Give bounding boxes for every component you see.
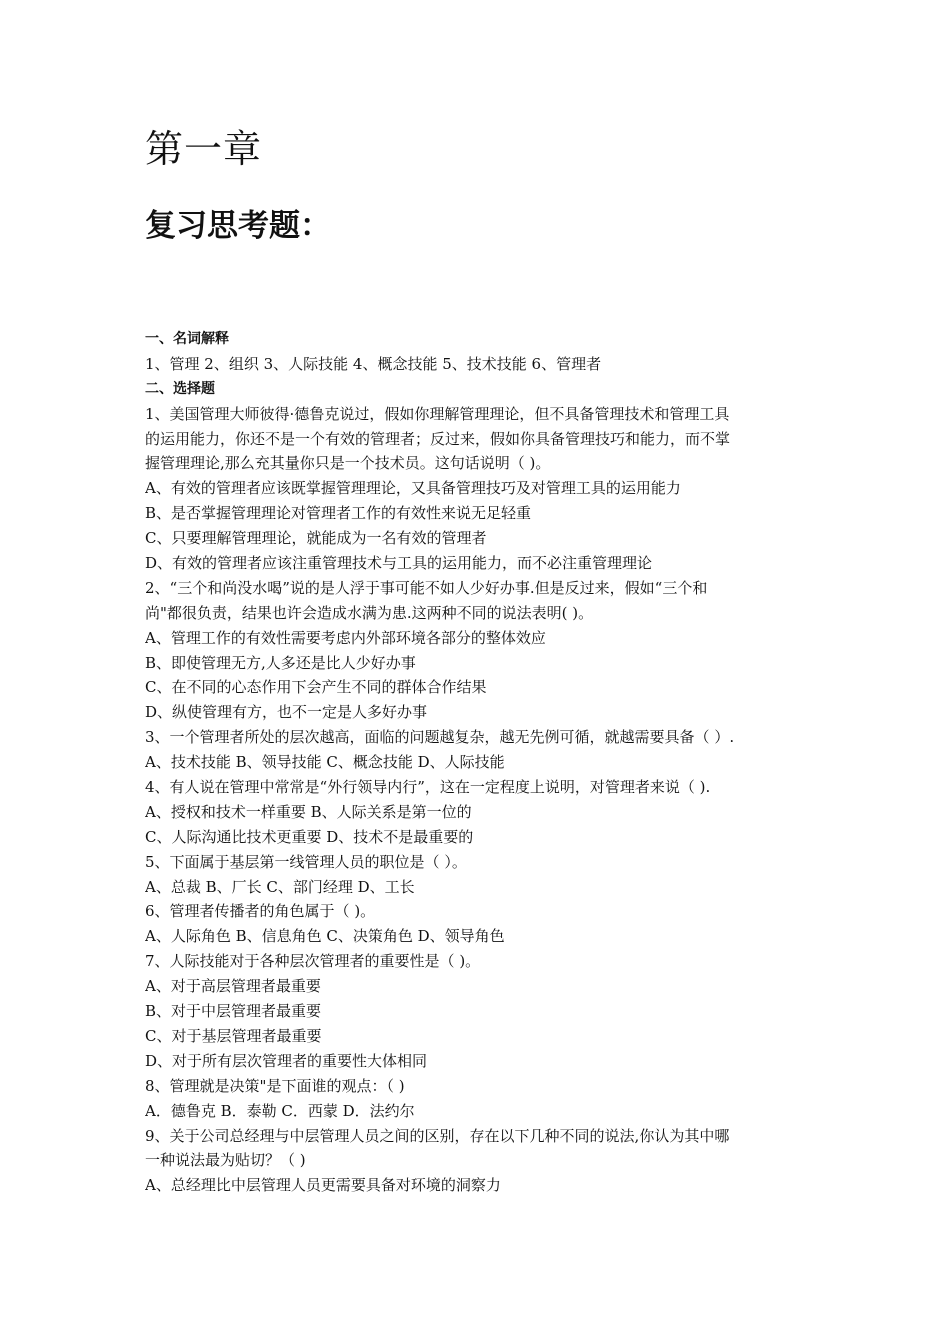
- text-line: D、有效的管理者应该注重管理技术与工具的运用能力，而不必注重管理理论: [145, 554, 653, 573]
- text-line: B、对于中层管理者最重要: [145, 1002, 322, 1021]
- section-heading: 二、选择题: [145, 380, 215, 397]
- text-line: A、总经理比中层管理人员更需要具备对环境的洞察力: [145, 1176, 501, 1195]
- section-heading: 一、名词解释: [145, 331, 229, 347]
- text-line: 尚"都很负责，结果也许会造成水满为患.这两种不同的说法表明( )。: [145, 603, 594, 622]
- text-line: D、纵使管理有方，也不一定是人多好办事: [145, 703, 428, 722]
- section-title: 复习思考题：: [145, 208, 331, 244]
- text-line: A、有效的管理者应该既掌握管理理论，又具备管理技巧及对管理工具的运用能力: [145, 479, 681, 498]
- text-line: 的运用能力，你还不是一个有效的管理者；反过来，假如你具备管理技巧和能力，而不掌: [145, 429, 731, 448]
- text-line: C、只要理解管理理论，就能成为一名有效的管理者: [145, 529, 487, 548]
- text-line: 2、“三个和尚没水喝”说的是人浮于事可能不如人少好办事.但是反过来，假如“三个和: [145, 578, 708, 597]
- text-line: 6、管理者传播者的角色属于（ )。: [145, 902, 376, 921]
- text-line: 8、管理就是决策"是下面谁的观点：（ ): [145, 1076, 405, 1095]
- text-line: A、对于高层管理者最重要: [145, 977, 321, 996]
- text-line: C、人际沟通比技术更重要 D、技术不是最重要的: [145, 827, 474, 846]
- text-line: A．德鲁克 B．泰勒 C．西蒙 D．法约尔: [145, 1101, 415, 1120]
- text-line: 4、有人说在管理中常常是“外行领导内行”，这在一定程度上说明，对管理者来说（ ).: [145, 778, 711, 797]
- text-line: D、对于所有层次管理者的重要性大体相同: [145, 1051, 428, 1070]
- text-line: A、技术技能 B、领导技能 C、概念技能 D、人际技能: [145, 753, 505, 772]
- text-line: C、在不同的心态作用下会产生不同的群体合作结果: [145, 678, 487, 697]
- text-line: 1、管理 2、组织 3、人际技能 4、概念技能 5、技术技能 6、管理者: [145, 354, 602, 373]
- text-line: B、即使管理无方,人多还是比人少好办事: [145, 653, 416, 672]
- text-line: A、人际角色 B、信息角色 C、决策角色 D、领导角色: [145, 927, 505, 946]
- text-line: B、是否掌握管理理论对管理者工作的有效性来说无足轻重: [145, 504, 532, 523]
- document-body: [145, 327, 810, 1198]
- text-line: 一种说法最为贴切？（ ): [145, 1151, 306, 1170]
- text-line: A、管理工作的有效性需要考虑内外部环境各部分的整体效应: [145, 628, 546, 647]
- text-line: 1、美国管理大师彼得·德鲁克说过，假如你理解管理理论，但不具备管理技术和管理工具: [145, 404, 730, 423]
- text-line: 7、人际技能对于各种层次管理者的重要性是（ )。: [145, 952, 481, 971]
- text-line: A、总裁 B、厂长 C、部门经理 D、工长: [145, 877, 415, 896]
- text-line: A、授权和技术一样重要 B、人际关系是第一位的: [145, 802, 472, 821]
- chapter-title: 第一章: [145, 127, 263, 171]
- text-line: 3、一个管理者所处的层次越高，面临的问题越复杂，越无先例可循，就越需要具备（ ）.: [145, 728, 735, 747]
- text-line: 握管理理论,那么充其量你只是一个技术员。这句话说明（ )。: [145, 454, 551, 473]
- text-line: C、对于基层管理者最重要: [145, 1026, 322, 1045]
- text-line: 9、关于公司总经理与中层管理人员之间的区别，存在以下几种不同的说法,你认为其中哪: [145, 1126, 730, 1145]
- text-line: 5、下面属于基层第一线管理人员的职位是（ ）。: [145, 852, 467, 871]
